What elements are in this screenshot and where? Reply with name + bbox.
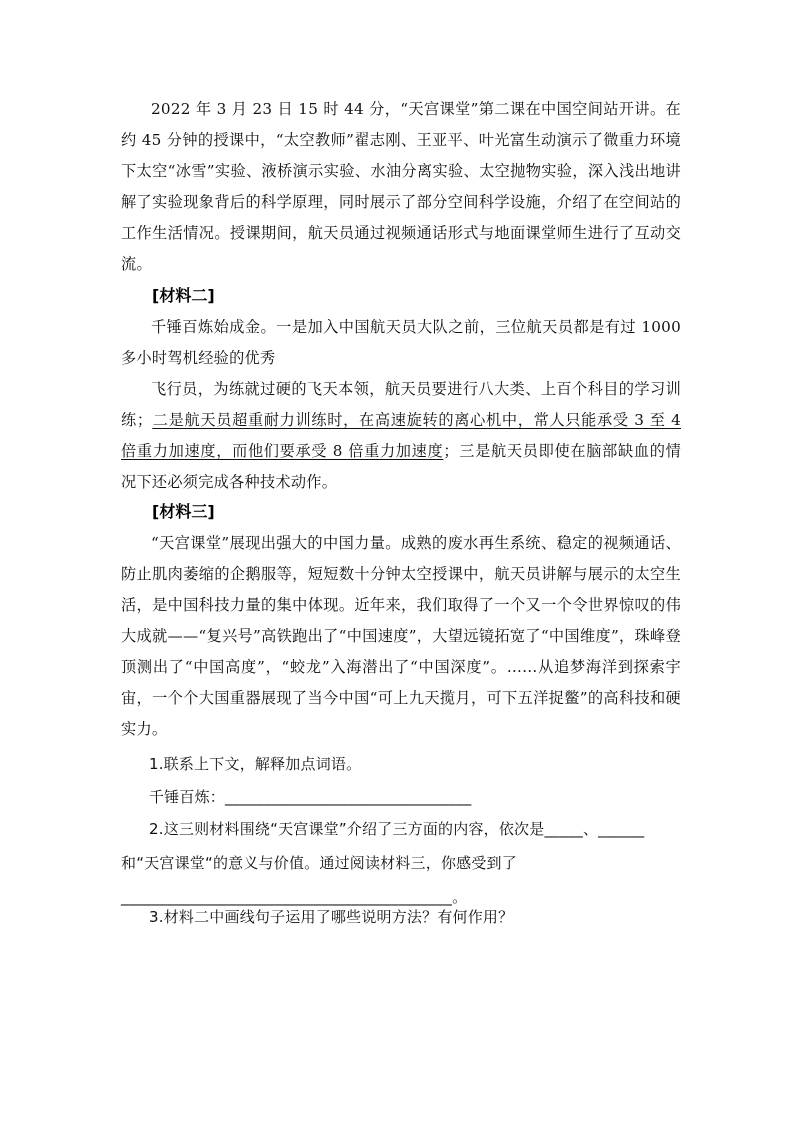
underlined-sentence: 二是航天员超重耐力训练时，在高速旋转的离心机中，常人只能承受 3 至 4 倍重力加速度，而他们要承受 8 倍重力加速度	[121, 411, 682, 460]
material2-paragraph1: 千锤百炼始成金。一是加入中国航天员大队之前，三位航天员都是有过 1000 多小时驾机经验的优秀	[121, 318, 681, 367]
material2-para2-start: 飞行员，为练就过硬的飞天本领，航天员要进行八大类、上百个科目的学习训练；	[121, 380, 681, 429]
material2-para2-end: ；三是航天员即使在脑部缺血的情况下还必须完成各种技术动作。	[121, 442, 682, 491]
material3-paragraph: “天宫课堂”展现出强大的中国力量。成熟的废水再生系统、稳定的视频通话、防止肌肉萎缩的企鹅服等，短短数十分钟太空授课中，航天员讲解与展示的太空生活，是中国科技力量的集中体现。近年来，我们取得了一个又一个令世界惊叹的伟大成就——“复兴号”高铁跑出了“中国速度”，大望远镜拓宽了“中国维度”，珠峰登顶测出了“中国高度”，“蛟龙”入海潜出了“中国深度”。……从追梦海洋到探索宇宙，一个个大国重器展现了当今中国“可上九天揽月，可下五洋捉鳖”的高科技和硬实力。	[121, 534, 681, 738]
material3-heading: [材料三]	[152, 502, 215, 521]
material2-paragraph2	[121, 374, 681, 498]
question-2: 2.这三则材料围绕“天宫课堂”介绍了三方面的内容，依次是_____、______和“天宫课堂“的意义与价值。通过阅读材料三，你感受到了___________________________________________。	[121, 820, 645, 906]
question-1: 1.联系上下文，解释加点词语。	[149, 755, 362, 773]
material2-heading: [材料二]	[152, 286, 215, 305]
material1-paragraph: 2022 年 3 月 23 日 15 时 44 分，“天宫课堂”第二课在中国空间站开讲。在约 45 分钟的授课中，“太空教师”翟志刚、王亚平、叶光富生动演示了微重力环境下太空“冰雪”实验、液桥演示实验、水油分离实验、太空抛物实验，深入浅出地讲解了实验现象背后的科学原理，同时展示了部分空间科学设施，介绍了在空间站的工作生活情况。授课期间，航天员通过视频通话形式与地面课堂师生进行了互动交流。	[121, 100, 681, 273]
question-3: 3.材料二中画线句子运用了哪些说明方法？有何作用？	[149, 908, 514, 926]
question-1-term-blank: 千锤百炼：________________________________	[149, 788, 472, 806]
